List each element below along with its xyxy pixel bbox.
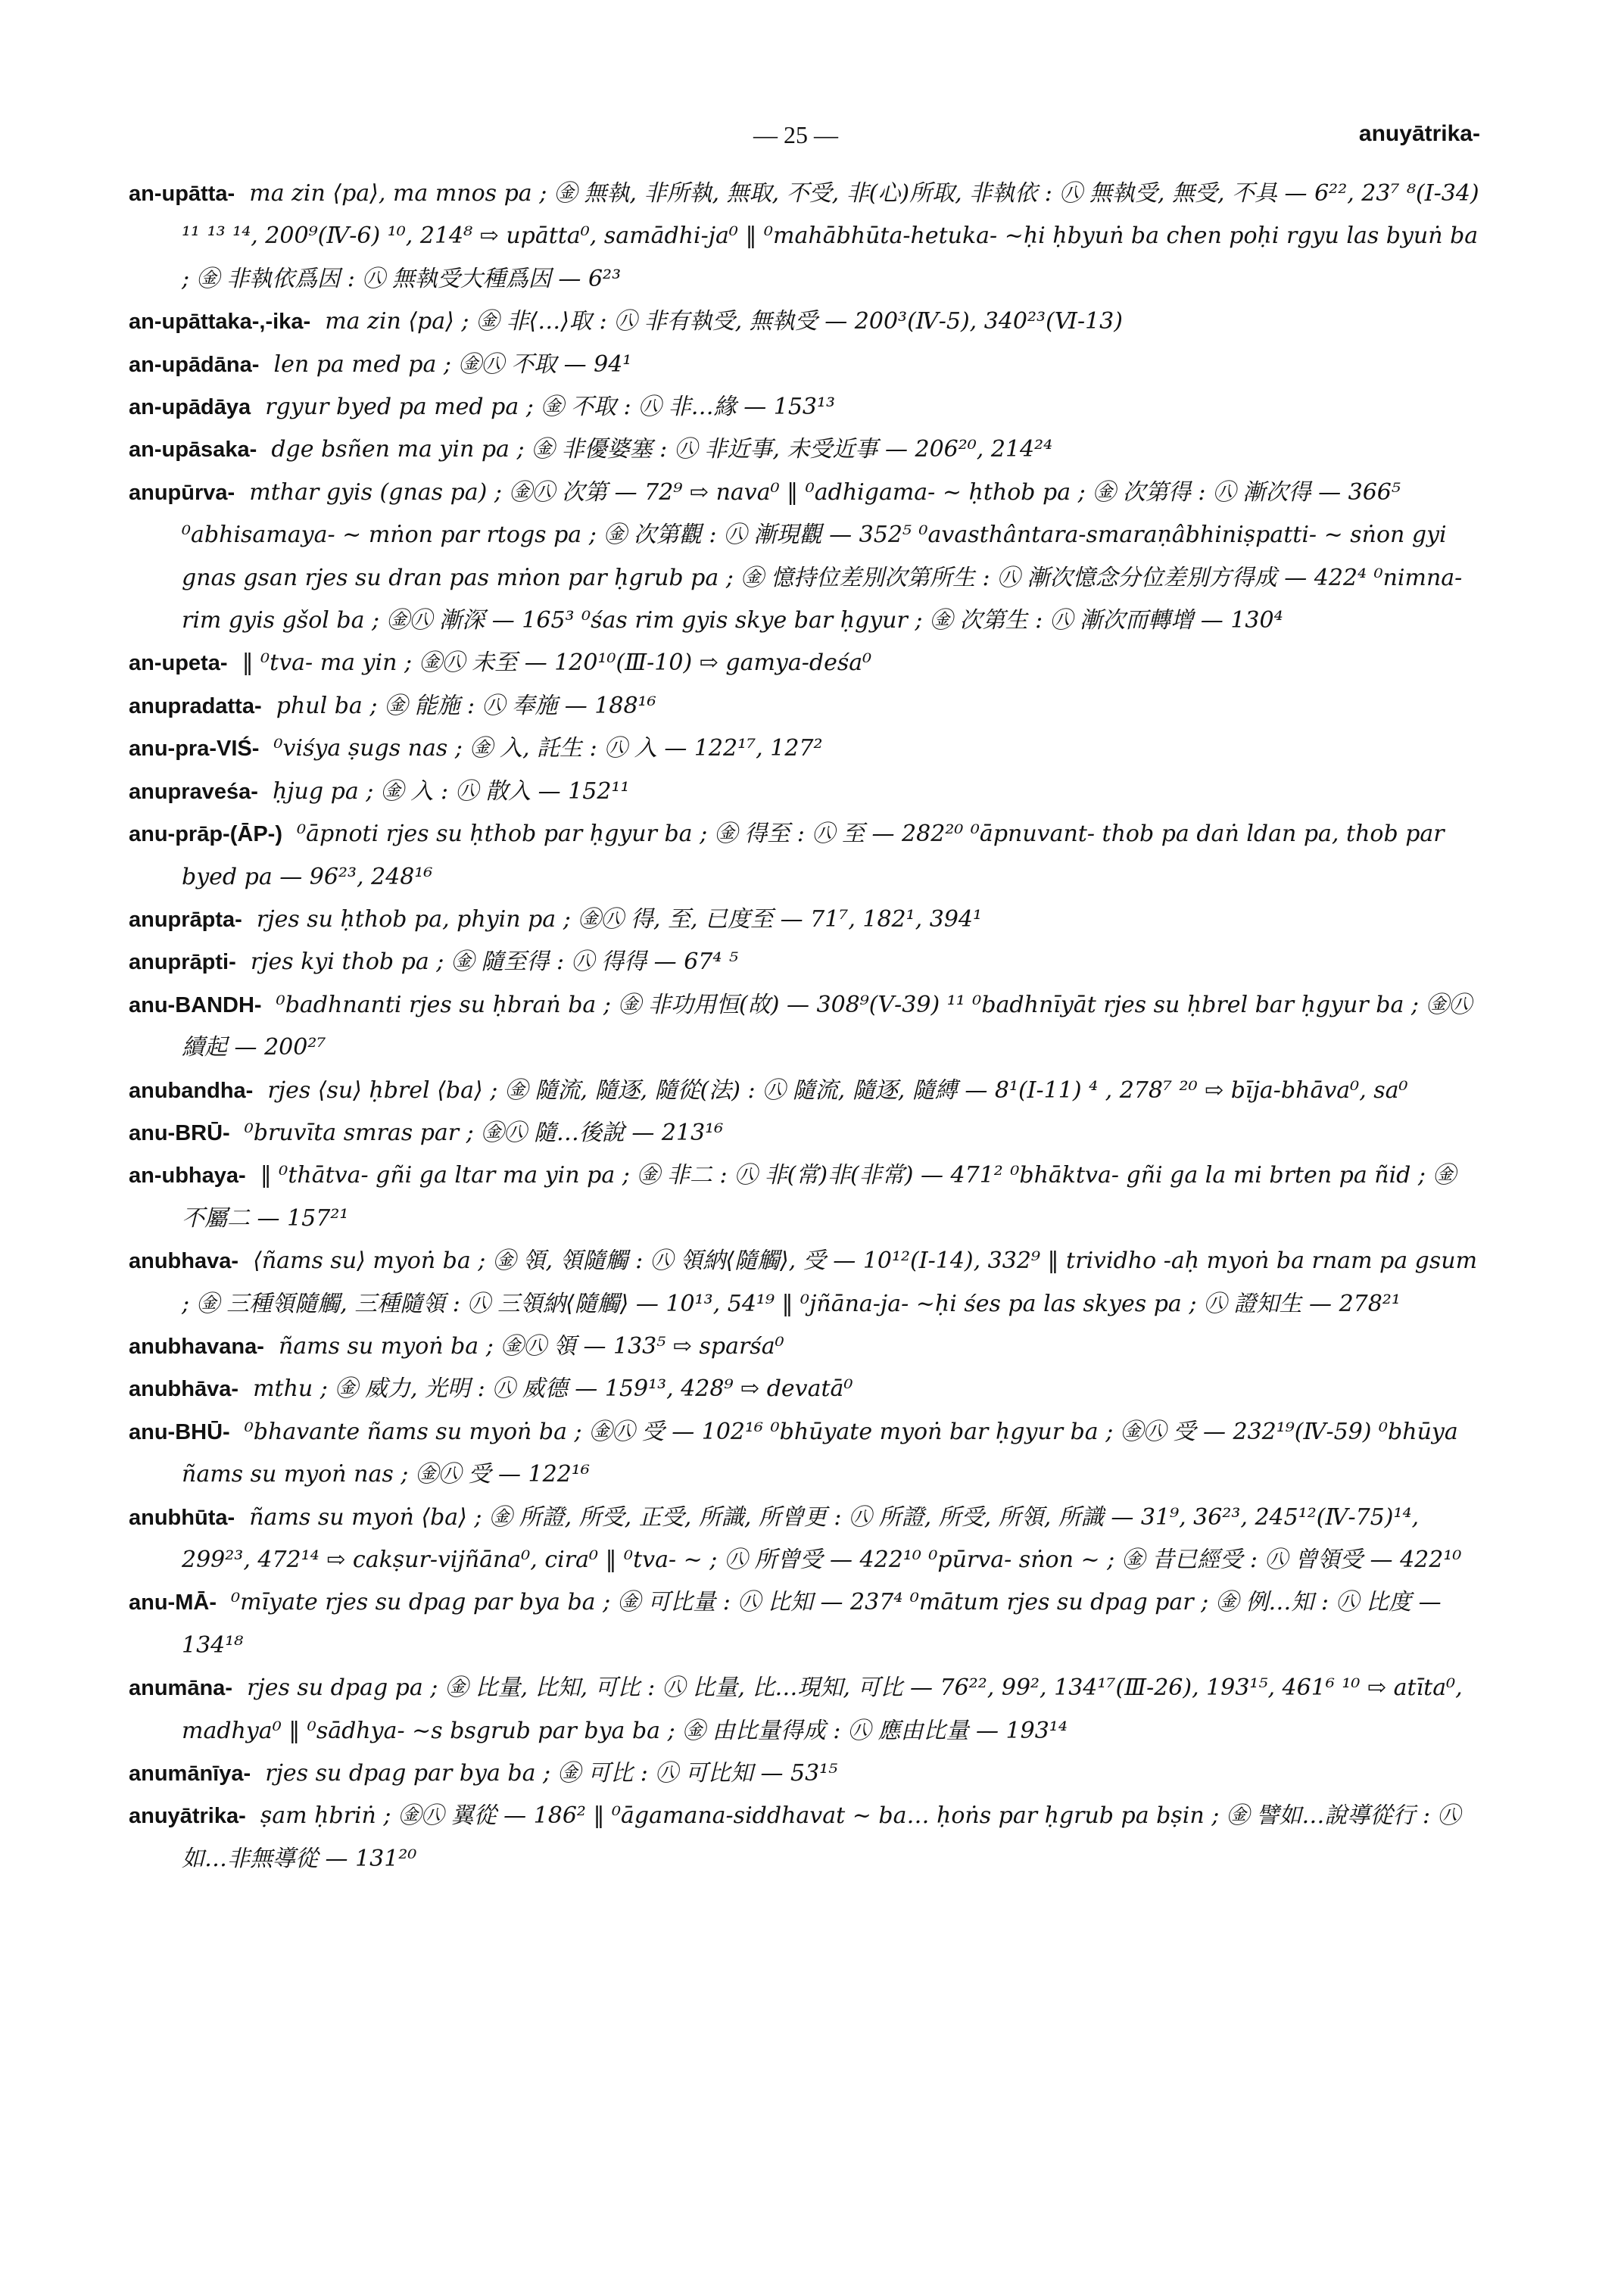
- dictionary-entry: [129, 941, 1484, 983]
- entry-headword: anubhāva-: [129, 1377, 239, 1402]
- dictionary-entry: [129, 1112, 1484, 1154]
- entry-headword: anu-BHŪ-: [129, 1419, 230, 1444]
- dictionary-entry: [129, 1240, 1484, 1326]
- entry-body: ⁰mīyate rjes su dpag par bya ba ; ㊎ 可比量 : ㊇ 比知 — 237⁴ ⁰mātum rjes su dpag par ; ㊎ 例…知 : ㊇ 比度 — 134¹⁸: [182, 1589, 1442, 1659]
- entry-body: ⁰badhnanti rjes su ḥbraṅ ba ; ㊎ 非功用恒(故) — 308⁹(Ⅴ-39) ¹¹ ⁰badhnīyāt rjes su ḥbrel bar ḥgyur ba ; ㊎㊇ 續起 — 200²⁷: [182, 991, 1472, 1061]
- entry-body: ⟨ñams su⟩ myoṅ ba ; ㊎ 領, 領隨觸 : ㊇ 領納⟨隨觸⟩, 受 — 10¹²(Ⅰ-14), 332⁹ ‖ trividho -aḥ myoṅ ba rnam pa gsum ; ㊎ 三種領隨觸, 三種隨領 : ㊇ 三領納⟨隨觸⟩ — 10¹³, 54¹⁹ ‖ ⁰jñāna-ja- ~ḥi śes pa las skyes pa ; ㊇ 證知生 — 278²¹: [182, 1248, 1478, 1317]
- entry-body: dge bsñen ma yin pa ; ㊎ 非優婆塞 : ㊇ 非近事, 未受近事 — 206²⁰, 214²⁴: [271, 436, 1053, 463]
- entry-headword: anu-MĀ-: [129, 1590, 217, 1615]
- dictionary-entry: [129, 813, 1484, 899]
- entry-body: rgyur byed pa med pa ; ㊎ 不取 : ㊇ 非…緣 — 153¹³: [265, 394, 836, 421]
- entry-headword: an-upeta-: [129, 651, 228, 676]
- entry-headword: anuyātrika-: [129, 1804, 246, 1829]
- dictionary-entry: [129, 428, 1484, 471]
- entry-headword: anu-BRŪ-: [129, 1120, 230, 1145]
- entry-headword: anubhavana-: [129, 1334, 264, 1359]
- dictionary-entry: [129, 386, 1484, 428]
- dictionary-entry: [129, 1368, 1484, 1410]
- entry-headword: an-upādāna-: [129, 352, 260, 377]
- page-header: [0, 121, 1624, 159]
- entry-headword: anupradatta-: [129, 693, 262, 718]
- entry-body: mthar gyis (gnas pa) ; ㊎㊇ 次第 — 72⁹ ⇨ nava⁰ ‖ ⁰adhigama- ~ ḥthob pa ; ㊎ 次第得 : ㊇ 漸次得 — 366⁵ ⁰abhisamaya- ~ mṅon par rtogs pa ; ㊎ 次第觀 : ㊇ 漸現觀 — 352⁵ ⁰avasthântara-smaraṇâbhiniṣpatti- ~ sṅon gyi gnas gsan rjes su dran pas mṅon par ḥgrub pa ; ㊎ 憶持位差別次第所生 : ㊇ 漸次憶念分位差別方得成 — 422⁴ ⁰nimna- rim gyis gšol ba ; ㊎㊇ 漸深 — 165³ ⁰śas rim gyis skye bar ḥgyur ; ㊎ 次第生 : ㊇ 漸次而轉增 — 130⁴: [182, 478, 1463, 634]
- entry-headword: anu-BANDH-: [129, 992, 262, 1017]
- entry-headword: anupūrva-: [129, 480, 235, 505]
- dictionary-entry: [129, 1497, 1484, 1582]
- dictionary-entry: [129, 642, 1484, 684]
- entry-headword: an-upāsaka-: [129, 438, 257, 463]
- entry-headword: anumāna-: [129, 1676, 232, 1701]
- entry-body: ⁰viśya ṣugs nas ; ㊎ 入, 託生 : ㊇ 入 — 122¹⁷, 127²: [273, 735, 823, 762]
- dictionary-entry: [129, 685, 1484, 727]
- entry-headword: anupraveśa-: [129, 779, 258, 804]
- dictionary-entry: [129, 727, 1484, 770]
- entry-body: ñams su myoṅ ⟨ba⟩ ; ㊎ 所證, 所受, 正受, 所識, 所曾更 : ㊇ 所證, 所受, 所領, 所識 — 31⁹, 36²³, 245¹²(Ⅳ-75)¹⁴, 299²³, 472¹⁴ ⇨ cakṣur-vijñāna⁰, cira⁰ ‖ ⁰tva- ~ ; ㊇ 所曾受 — 422¹⁰ ⁰pūrva- sṅon ~ ; ㊎ 昔已經受 : ㊇ 曾領受 — 422¹⁰: [182, 1503, 1462, 1573]
- dictionary-entry: [129, 1581, 1484, 1667]
- entry-body: rjes ⟨su⟩ ḥbrel ⟨ba⟩ ; ㊎ 隨流, 隨逐, 隨從(法) : ㊇ 隨流, 隨逐, 隨縛 — 8¹(Ⅰ-11) ⁴ , 278⁷ ²⁰ ⇨ bīja-bhāva⁰, sa⁰: [267, 1076, 1408, 1104]
- entry-body: mthu ; ㊎ 威力, 光明 : ㊇ 威德 — 159¹³, 428⁹ ⇨ devatā⁰: [253, 1375, 853, 1403]
- page-number: — 25 —: [753, 121, 838, 148]
- entry-body: ⁰bruvīta smras par ; ㊎㊇ 隨…後說 — 213¹⁶: [244, 1119, 724, 1146]
- entry-body: ṣam ḥbriṅ ; ㊎㊇ 翼從 — 186² ‖ ⁰āgamana-siddhavat ~ ba… ḥoṅs par ḥgrub pa bṣin ; ㊎ 譬如…說導從行 : ㊇ 如…非無導從 — 131²⁰: [182, 1802, 1460, 1872]
- dictionary-entry: [129, 1795, 1484, 1880]
- dictionary-entry: [129, 984, 1484, 1070]
- dictionary-entry: [129, 1667, 1484, 1752]
- entry-body: ‖ ⁰tva- ma yin ; ㊎㊇ 未至 — 120¹⁰(Ⅲ-10) ⇨ gamya-deśa⁰: [242, 650, 872, 677]
- entry-headword: anu-pra-VIŚ-: [129, 737, 260, 762]
- dictionary-entry: [129, 899, 1484, 941]
- entry-body: ma zin ⟨pa⟩, ma mnos pa ; ㊎ 無執, 非所執, 無取, 不受, 非(心)所取, 非執依 : ㊇ 無執受, 無受, 不具 — 6²², 23⁷ ⁸(Ⅰ-34) ¹¹ ¹³ ¹⁴, 200⁹(Ⅳ-6) ¹⁰, 214⁸ ⇨ upātta⁰, samādhi-ja⁰ ‖ ⁰mahābhūta-hetuka- ~ḥi ḥbyuṅ ba chen poḥi rgyu las byuṅ ba ; ㊎ 非執依爲因 : ㊇ 無執受大種爲因 — 6²³: [182, 180, 1479, 292]
- entry-body: ñams su myoṅ ba ; ㊎㊇ 領 — 133⁵ ⇨ sparśa⁰: [278, 1332, 784, 1360]
- entry-body: ⁰bhavante ñams su myoṅ ba ; ㊎㊇ 受 — 102¹⁶ ⁰bhūyate myoṅ bar ḥgyur ba ; ㊎㊇ 受 — 232¹⁹(Ⅳ-59) ⁰bhūya ñams su myoṅ nas ; ㊎㊇ 受 — 122¹⁶: [182, 1418, 1458, 1488]
- dictionary-entry: [129, 1154, 1484, 1240]
- entry-headword: an-upāttaka-,-ika-: [129, 310, 311, 335]
- entry-body: ‖ ⁰thātva- gñi ga ltar ma yin pa ; ㊎ 非二 : ㊇ 非(常)非(非常) — 471² ⁰bhāktva- gñi ga la mi brten pa ñid ; ㊎ 不屬二 — 157²¹: [182, 1162, 1456, 1232]
- dictionary-entry: [129, 301, 1484, 343]
- dictionary-entry: [129, 344, 1484, 386]
- entry-body: rjes su ḥthob pa, phyin pa ; ㊎㊇ 得, 至, 已度至 — 71⁷, 182¹, 394¹: [256, 905, 983, 933]
- running-head: anuyātrika-: [1358, 121, 1480, 146]
- entry-body: rjes kyi thob pa ; ㊎ 隨至得 : ㊇ 得得 — 67⁴ ⁵: [250, 949, 738, 976]
- entry-headword: anubhava-: [129, 1249, 239, 1274]
- dictionary-entry: [129, 1752, 1484, 1795]
- entry-headword: anuprāpti-: [129, 950, 236, 975]
- dictionary-entry: [129, 771, 1484, 813]
- dictionary-entries: [129, 173, 1484, 1880]
- entry-body: ḥjug pa ; ㊎ 入 : ㊇ 散入 — 152¹¹: [272, 777, 630, 805]
- entry-headword: anuprāpta-: [129, 907, 242, 932]
- entry-body: phul ba ; ㊎ 能施 : ㊇ 奉施 — 188¹⁶: [276, 692, 656, 719]
- entry-headword: anubhūta-: [129, 1505, 235, 1530]
- entry-body: len pa med pa ; ㊎㊇ 不取 — 94¹: [273, 350, 632, 378]
- entry-body: ma zin ⟨pa⟩ ; ㊎ 非⟨…⟩取 : ㊇ 非有執受, 無執受 — 200³(Ⅳ-5), 340²³(Ⅵ-13): [325, 308, 1123, 335]
- entry-headword: anumānīya-: [129, 1762, 251, 1787]
- dictionary-entry: [129, 1070, 1484, 1112]
- entry-body: rjes su dpag par bya ba ; ㊎ 可比 : ㊇ 可比知 — 53¹⁵: [265, 1760, 838, 1787]
- entry-body: ⁰āpnoti rjes su ḥthob par ḥgyur ba ; ㊎ 得至 : ㊇ 至 — 282²⁰ ⁰āpnuvant- thob pa daṅ ldan pa, thob par byed pa — 96²³, 248¹⁶: [182, 821, 1445, 890]
- entry-headword: an-upātta-: [129, 182, 235, 206]
- dictionary-entry: [129, 173, 1484, 301]
- entry-headword: anu-prāp-(ĀP-): [129, 822, 282, 847]
- dictionary-entry: [129, 1411, 1484, 1497]
- entry-headword: anubandha-: [129, 1078, 254, 1103]
- dictionary-entry: [129, 472, 1484, 643]
- entry-body: rjes su dpag pa ; ㊎ 比量, 比知, 可比 : ㊇ 比量, 比…現知, 可比 — 76²², 99², 134¹⁷(Ⅲ-26), 193¹⁵, 461⁶ ¹⁰ ⇨ atīta⁰, madhya⁰ ‖ ⁰sādhya- ~s bsgrub par bya ba ; ㊎ 由比量得成 : ㊇ 應由比量 — 193¹⁴: [182, 1675, 1463, 1744]
- entry-headword: an-ubhaya-: [129, 1164, 246, 1189]
- dictionary-entry: [129, 1326, 1484, 1368]
- entry-headword: an-upādāya: [129, 395, 251, 420]
